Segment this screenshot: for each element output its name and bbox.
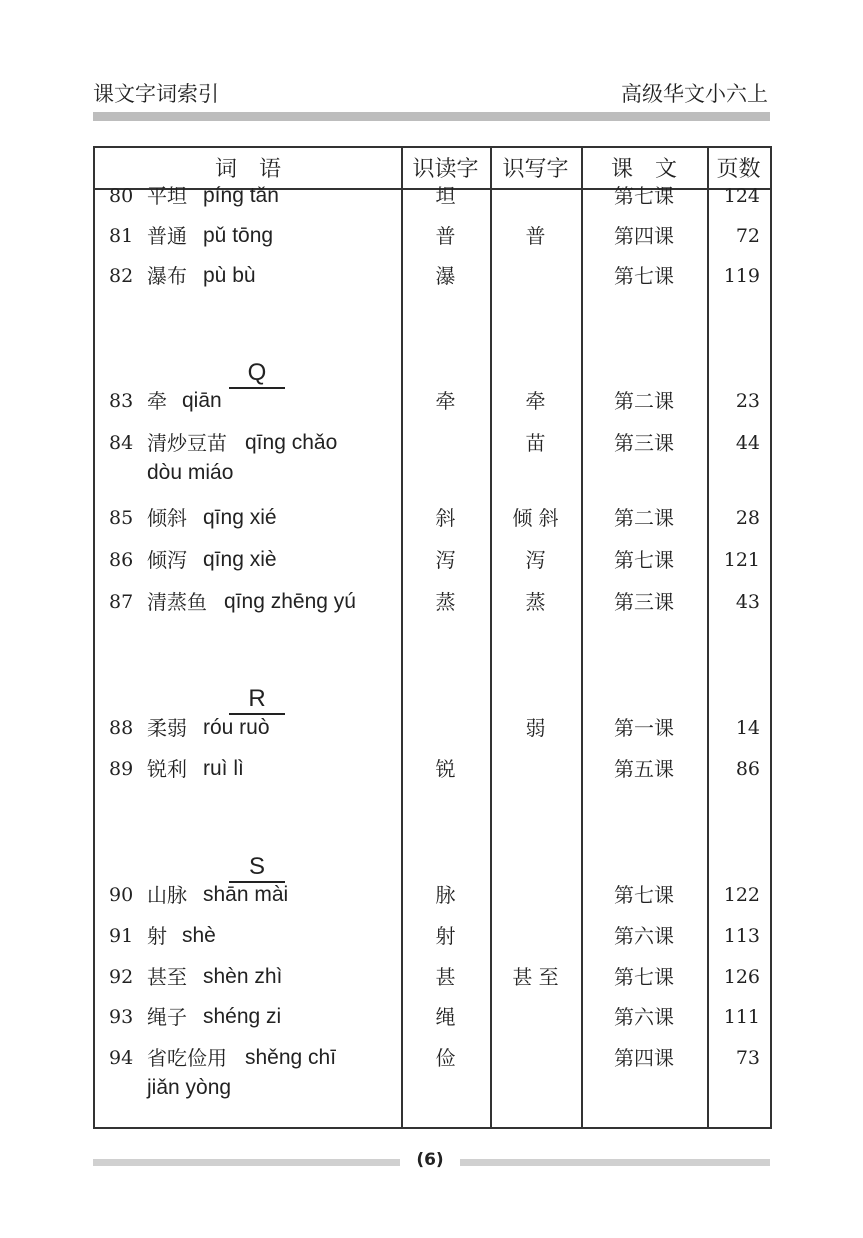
header-write-chars: 识写字 xyxy=(502,157,569,182)
header-lesson: 课 文 xyxy=(610,157,677,182)
header-page: 页数 xyxy=(716,157,761,182)
read-char: 瀑 xyxy=(435,264,456,288)
lesson: 第六课 xyxy=(614,924,674,948)
write-char: 甚 至 xyxy=(512,965,559,989)
entry-number: 81 xyxy=(109,225,134,247)
entry-pinyin: shè xyxy=(182,924,216,947)
lesson: 第三课 xyxy=(614,431,674,455)
header-read-chars: 识读字 xyxy=(412,157,479,182)
lesson: 第三课 xyxy=(614,590,674,614)
entry-number: 85 xyxy=(109,507,134,529)
entry-pinyin: shěng chī xyxy=(245,1046,337,1069)
page-ref: 111 xyxy=(723,1006,760,1028)
entry-pinyin-cont: dòu miáo xyxy=(147,461,234,484)
write-char: 蒸 xyxy=(525,590,546,614)
entry-number: 89 xyxy=(109,758,134,780)
entry-pinyin-cont: jiǎn yòng xyxy=(147,1076,232,1099)
page-ref: 121 xyxy=(723,549,760,571)
entry-word: 倾斜 xyxy=(147,506,187,530)
lesson: 第七课 xyxy=(614,965,674,989)
header-section-title: 课文字词索引 xyxy=(93,82,219,106)
entry-pinyin: qīng xiè xyxy=(203,548,277,571)
page-number: (6) xyxy=(400,1150,460,1170)
entry-pinyin: ruì lì xyxy=(203,757,244,780)
read-char: 坦 xyxy=(435,184,456,208)
page-ref: 23 xyxy=(735,390,760,412)
lesson: 第七课 xyxy=(614,264,674,288)
page-ref: 44 xyxy=(735,432,760,454)
entry-word: 普通 xyxy=(147,224,187,248)
write-char: 普 xyxy=(525,224,546,248)
lesson: 第六课 xyxy=(614,1005,674,1029)
entry-word: 牵 xyxy=(147,389,167,413)
header-book-title: 高级华文小六上 xyxy=(621,82,768,106)
entry-number: 90 xyxy=(109,884,134,906)
entry-number: 80 xyxy=(109,185,134,207)
lesson: 第二课 xyxy=(614,506,674,530)
entry-number: 82 xyxy=(109,265,134,287)
entry-number: 86 xyxy=(109,549,134,571)
entry-number: 88 xyxy=(109,717,134,739)
read-char: 牵 xyxy=(435,389,456,413)
entry-word: 射 xyxy=(147,924,167,948)
read-char: 普 xyxy=(435,224,456,248)
entry-pinyin: shèn zhì xyxy=(203,965,283,988)
word-index-table xyxy=(93,146,772,1129)
entry-word: 倾泻 xyxy=(147,548,187,572)
section-letter: R xyxy=(229,685,285,715)
read-char: 脉 xyxy=(435,883,456,907)
page-ref: 43 xyxy=(735,591,760,613)
header-divider xyxy=(93,112,770,121)
entry-word: 清炒豆苗 xyxy=(147,431,227,455)
read-char: 俭 xyxy=(435,1046,456,1070)
entry-word: 瀑布 xyxy=(147,264,187,288)
entry-pinyin: qīng chǎo xyxy=(245,431,338,454)
write-char: 倾 斜 xyxy=(512,506,559,530)
entry-pinyin: shéng zi xyxy=(203,1005,282,1028)
page-ref: 124 xyxy=(723,185,760,207)
lesson: 第七课 xyxy=(614,883,674,907)
lesson: 第四课 xyxy=(614,224,674,248)
entry-pinyin: qiān xyxy=(182,389,222,412)
entry-pinyin: qīng xié xyxy=(203,506,277,529)
header-words: 词 语 xyxy=(214,157,281,182)
page-ref: 122 xyxy=(723,884,760,906)
entry-pinyin: pǔ tōng xyxy=(203,224,274,247)
entry-word: 山脉 xyxy=(147,883,187,907)
page-ref: 86 xyxy=(735,758,760,780)
page-ref: 119 xyxy=(723,265,760,287)
write-char: 泻 xyxy=(525,548,546,572)
entry-word: 甚至 xyxy=(147,965,187,989)
entry-pinyin: qīng zhēng yú xyxy=(224,590,356,613)
entry-pinyin: píng tǎn xyxy=(203,184,279,207)
entry-number: 92 xyxy=(109,966,134,988)
read-char: 斜 xyxy=(435,506,456,530)
read-char: 甚 xyxy=(435,965,456,989)
write-char: 弱 xyxy=(525,716,546,740)
lesson: 第二课 xyxy=(614,389,674,413)
lesson: 第七课 xyxy=(614,548,674,572)
section-letter: Q xyxy=(229,359,285,389)
entry-word: 绳子 xyxy=(147,1005,187,1029)
entry-number: 84 xyxy=(109,432,134,454)
page-ref: 113 xyxy=(723,925,760,947)
lesson: 第七课 xyxy=(614,184,674,208)
read-char: 射 xyxy=(435,924,456,948)
read-char: 泻 xyxy=(435,548,456,572)
page-ref: 126 xyxy=(723,966,760,988)
entry-word: 平坦 xyxy=(147,184,187,208)
page-ref: 14 xyxy=(735,717,760,739)
entry-word: 锐利 xyxy=(147,757,187,781)
section-letter: S xyxy=(229,853,285,883)
entry-number: 93 xyxy=(109,1006,134,1028)
entry-number: 91 xyxy=(109,925,134,947)
lesson: 第一课 xyxy=(614,716,674,740)
page-ref: 28 xyxy=(735,507,760,529)
entry-word: 清蒸鱼 xyxy=(147,590,207,614)
page-ref: 73 xyxy=(735,1047,760,1069)
entry-pinyin: róu ruò xyxy=(203,716,270,739)
read-char: 蒸 xyxy=(435,590,456,614)
entry-number: 87 xyxy=(109,591,134,613)
read-char: 锐 xyxy=(435,757,456,781)
entry-number: 94 xyxy=(109,1047,134,1069)
write-char: 牵 xyxy=(525,389,546,413)
lesson: 第四课 xyxy=(614,1046,674,1070)
write-char: 苗 xyxy=(525,431,546,455)
entry-pinyin: pù bù xyxy=(203,264,256,287)
entry-pinyin: shān mài xyxy=(203,883,289,906)
entry-word: 柔弱 xyxy=(147,716,187,740)
lesson: 第五课 xyxy=(614,757,674,781)
page-ref: 72 xyxy=(735,225,760,247)
read-char: 绳 xyxy=(435,1005,456,1029)
entry-word: 省吃俭用 xyxy=(147,1046,227,1070)
entry-number: 83 xyxy=(109,390,134,412)
